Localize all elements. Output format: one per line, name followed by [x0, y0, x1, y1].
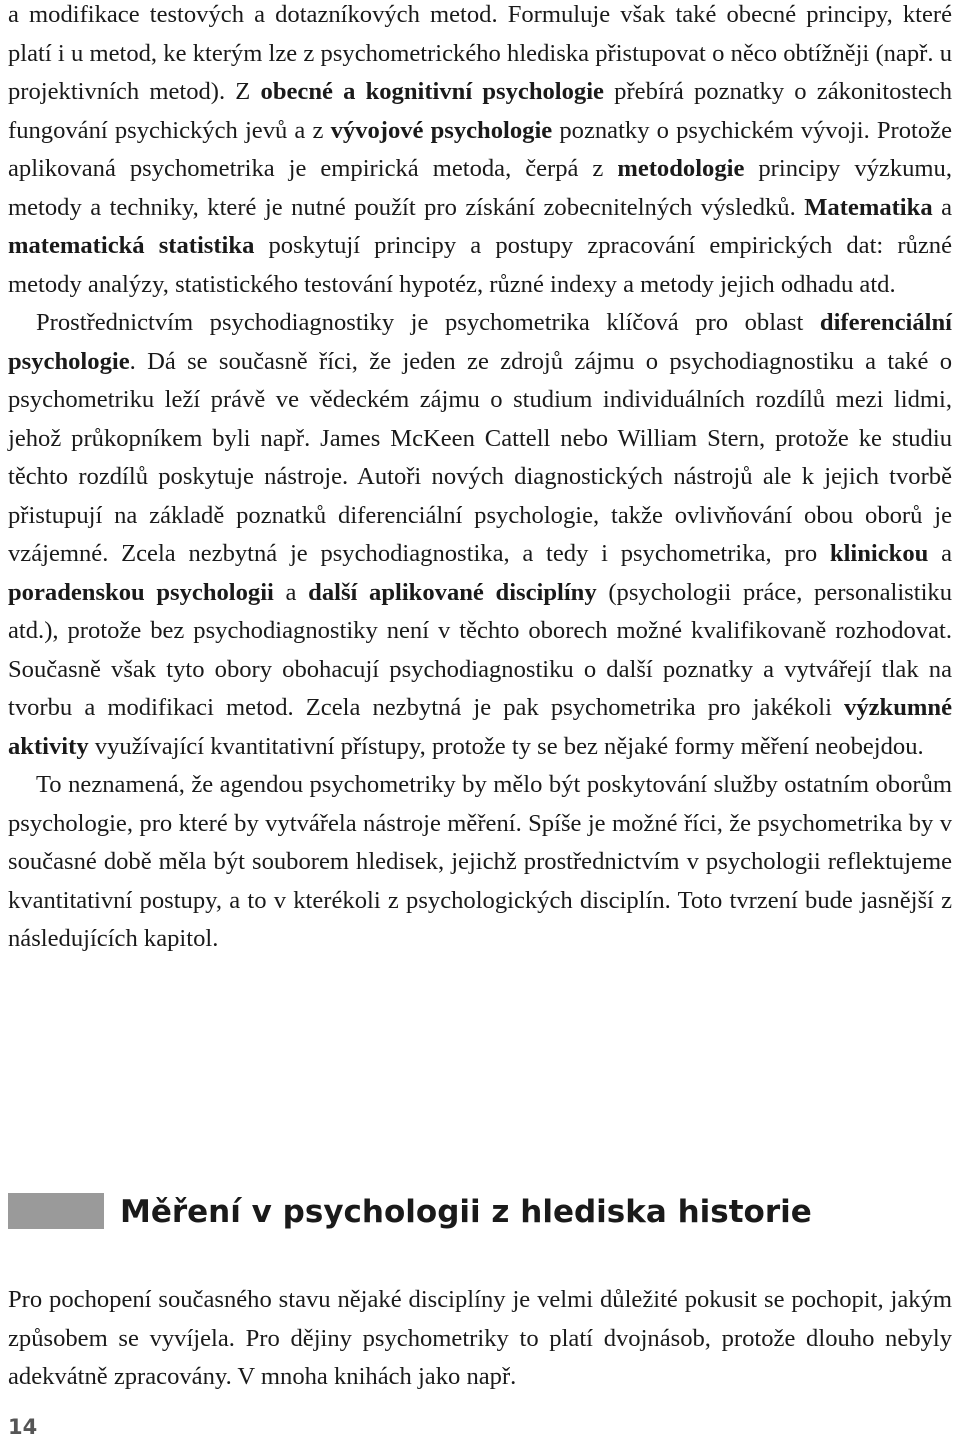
bold-term: matematická statistika: [8, 232, 255, 259]
text-run: principy výzkumu, metody a techniky, které je nutné použít pro získání zobecnitelných výsledků.: [8, 155, 952, 221]
paragraph-2: [8, 304, 952, 766]
section-title: Měření v psychologii z hlediska historie: [120, 1194, 812, 1230]
page-number: 14: [8, 1415, 38, 1439]
page-body: [8, 0, 953, 1390]
text-run: využívající kvantitativní přístupy, protože ty se bez nějaké formy měření neobejdou.: [88, 732, 924, 760]
text-run: přebírá poznatky o zákonitostech fungování psychických jevů a z: [8, 78, 952, 144]
bold-term: vývojové psychologie: [330, 116, 553, 144]
section-marker-bar: [8, 1193, 104, 1229]
text-run: . Dá se současně říci, že jeden ze zdrojů zájmu o psychodiagnostiku a také o psychometriku leží právě ve vědeckém zájmu o studium individuálních rozdílů mezi lidmi, jehož průkopníkem byli např. James McKeen Cattell nebo William Stern, protože ke studiu těchto rozdílů poskytuje nástroje. Autoři nových diagnostických nástrojů ale k jejich tvorbě přistupují na základě poznatků diferenciální psychologie, takže ovlivňování obou oborů je vzájemné. Zcela nezbytná je psychodiagnostika, a tedy i psychometrika, pro: [8, 347, 952, 567]
bold-term: metodologie: [617, 155, 745, 182]
text-run: a: [928, 540, 952, 567]
text-run: To neznamená, že agendou psychometriky by mělo být poskytování služby ostatním oborům psychologie, pro které by vytvářela nástroje měření. Spíše je možné říci, že psychometrika by v současné době měla být souborem hledisek, jejichž prostřednictvím v psychologii reflektujeme kvantitativní postupy, a to v kterékoli z psychologických disciplín. Toto tvrzení bude jasnější z následujících kapitol.: [8, 771, 952, 952]
text-run: poznatky o psychickém vývoji. Protože aplikovaná psychometrika je empirická metoda, čerpá z: [8, 116, 952, 182]
bold-term: klinickou: [829, 540, 929, 567]
text-run: Prostřednictvím psychodiagnostiky je psychometrika klíčová pro oblast: [36, 309, 820, 336]
paragraph-3: [8, 766, 952, 959]
section-paragraph: Pro pochopení současného stavu nějaké disciplíny je velmi důležité pokusit se pochopit, jakým způsobem se vyvíjela. Pro dějiny psychometriky to platí dvojnásob, protože dlouho nebyly adekvátně zpracovány. V mnoha knihách jako např.: [8, 1286, 952, 1390]
body-text: [8, 0, 952, 959]
text-run: a: [932, 193, 952, 221]
bold-term: další aplikované disciplíny: [308, 578, 597, 606]
section-heading: [8, 1190, 952, 1240]
text-run: a: [273, 578, 309, 606]
text-run: (psychologii práce, personalistiku atd.), protože bez psychodiagnostiky není v těchto oborech možné kvalifikovaně rozhodovat. Současně však tyto obory obohacují psychodiagnostiku o další poznatky a vytvářejí tlak na tvorbu a modifikaci metod. Zcela nezbytná je pak psychometrika pro jakékoli: [8, 578, 953, 721]
text-run: poskytují principy a postupy zpracování empirických dat: různé metody analýzy, statistického testování hypotéz, různé indexy a metody jejich odhadu atd.: [8, 232, 953, 298]
bold-term: výzkumné aktivity: [8, 694, 952, 760]
bold-term: Matematika: [804, 193, 933, 221]
bold-term: diferenciální psychologie: [8, 309, 952, 375]
paragraph-1: [8, 0, 952, 304]
bold-term: obecné a kognitivní psychologie: [260, 78, 604, 105]
bold-term: poradenskou psychologii: [8, 578, 274, 606]
text-run: a modifikace testových a dotazníkových metod. Formuluje však také obecné principy, které platí i u metod, ke kterým lze z psychometrického hlediska přistupovat o něco obtížněji (např. u projektivních metod). Z: [8, 1, 952, 105]
